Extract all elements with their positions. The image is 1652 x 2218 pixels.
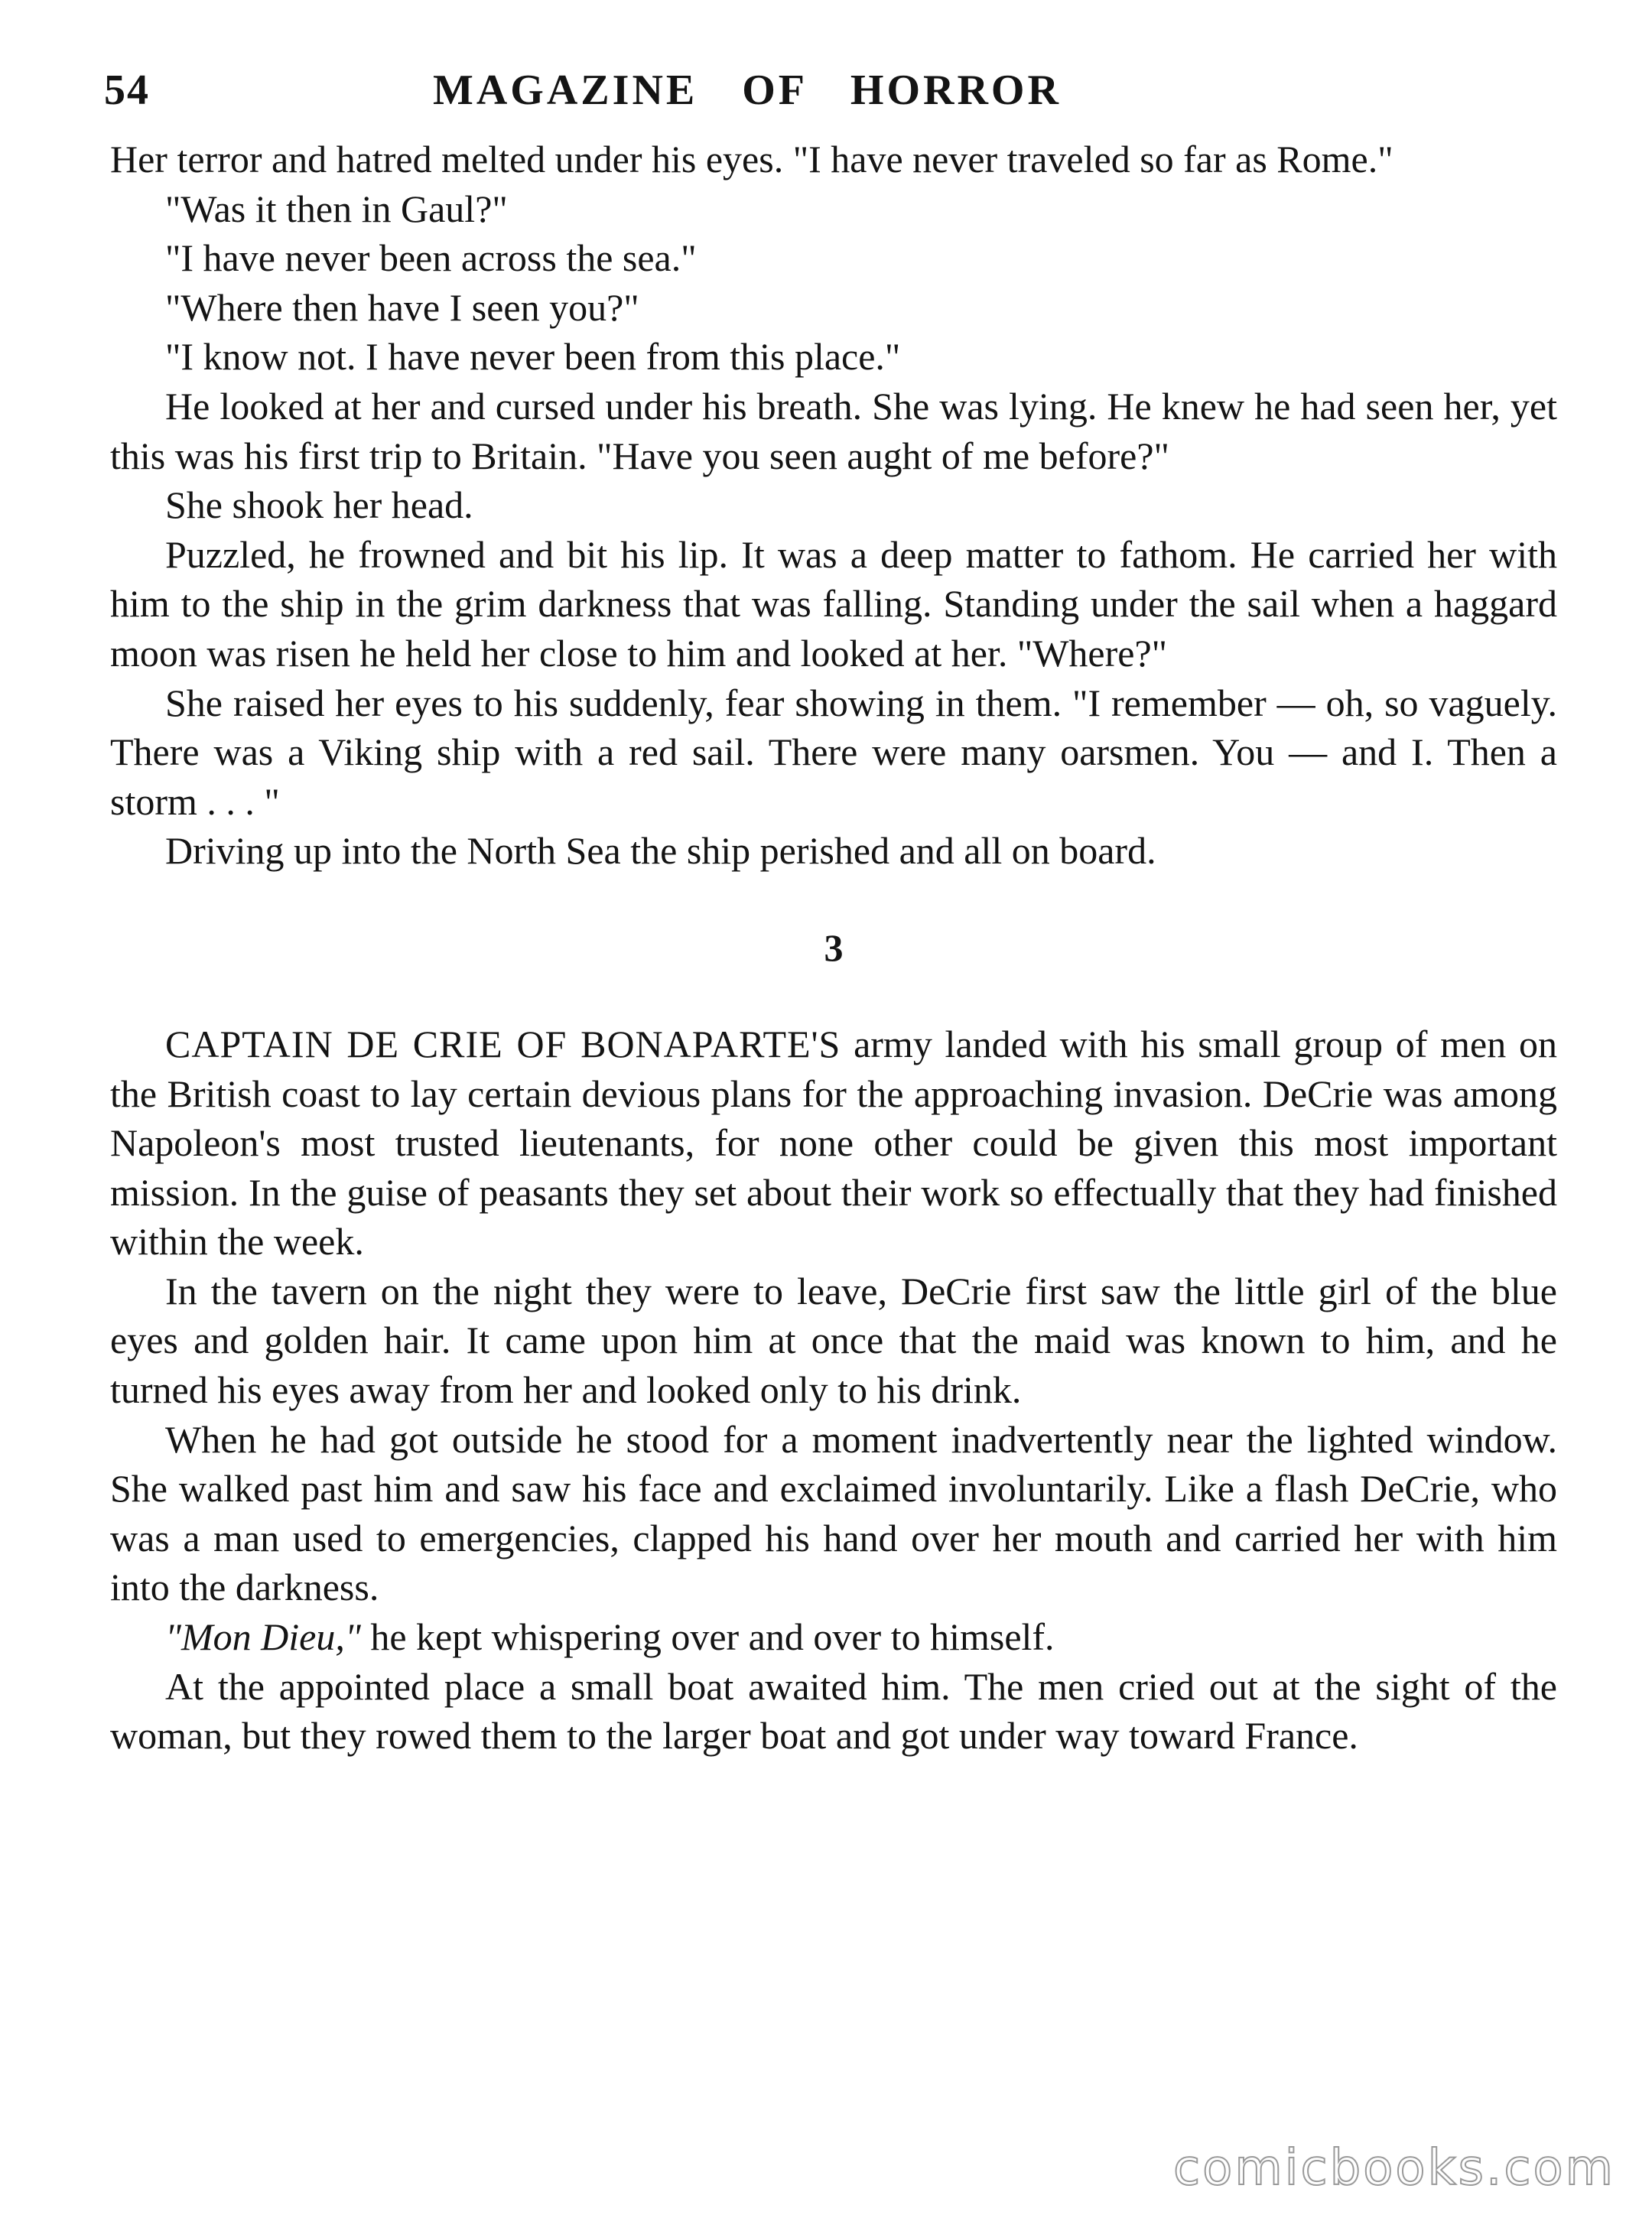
page (104, 55, 1557, 1761)
magazine-title: MAGAZINE OF HORROR (433, 67, 1062, 114)
page-number: 54 (104, 67, 150, 114)
paragraph: "Where then have I seen you?" (165, 285, 639, 329)
paragraph: At the appointed place a small boat awaited him. The men cried out at the sight of the woman, but they rowed them to the larger boat and got under way toward France. (110, 1664, 1557, 1758)
italic-exclamation: "Mon Dieu," (165, 1615, 361, 1659)
paragraph (110, 1612, 1557, 1662)
section-number: 3 (824, 925, 844, 969)
paragraph: "I know not. I have never been from this place." (165, 335, 901, 379)
paragraph: Driving up into the North Sea the ship perished and all on board. (165, 829, 1156, 873)
paragraph: Puzzled, he frowned and bit his lip. It was a deep matter to fathom. He carried her with him to the ship in the grim darkness that was falling. Standing under the sail when a haggard moon was risen he held her close to him and looked at her. "Where?" (110, 532, 1557, 675)
paragraph: In the tavern on the night they were to leave, DeCrie first saw the little girl of the blue eyes and golden hair. It came upon him at once that the maid was known to him, and he turned his eyes away from her and looked only to his drink. (110, 1269, 1557, 1412)
paragraph-rest: he kept whispering over and over to himself. (360, 1615, 1055, 1659)
story-text (110, 135, 1557, 1761)
paragraph: She shook her head. (165, 483, 473, 527)
opening-rest: army landed with his small group of men on the British coast to lay certain devious plans for the approaching invasion. DeCrie was among Napoleon's most trusted lieutenants, for none other could be given this most important mission. In the guise of peasants they set about their work so effectually that they had finished within the week. (110, 1022, 1557, 1263)
paragraph: She raised her eyes to his suddenly, fear showing in them. "I remember — oh, so vaguely. There was a Viking ship with a red sail. There were many oarsmen. You — and I. Then a storm . . . " (110, 681, 1557, 823)
watermark-logo: comicbooks.com (1172, 2140, 1615, 2197)
running-head (104, 55, 1557, 135)
paragraph: When he had got outside he stood for a moment inadvertently near the lighted window. She walked past him and saw his face and exclaimed involuntarily. Like a flash DeCrie, who was a man used to emergencies, clapped his hand over her mouth and carried her with him into the darkness. (110, 1417, 1557, 1609)
section-opening-paragraph (110, 1020, 1557, 1267)
paragraph: "Was it then in Gaul?" (165, 187, 508, 230)
opening-caps: CAPTAIN DE CRIE OF BONAPARTE'S (165, 1022, 841, 1065)
paragraph: "I have never been across the sea." (165, 236, 697, 280)
paragraph: Her terror and hatred melted under his eyes. "I have never traveled so far as Rome." (110, 138, 1393, 180)
paragraph: He looked at her and cursed under his breath. She was lying. He knew he had seen her, yet this was his first trip to Britain. "Have you seen aught of me before?" (110, 384, 1557, 477)
